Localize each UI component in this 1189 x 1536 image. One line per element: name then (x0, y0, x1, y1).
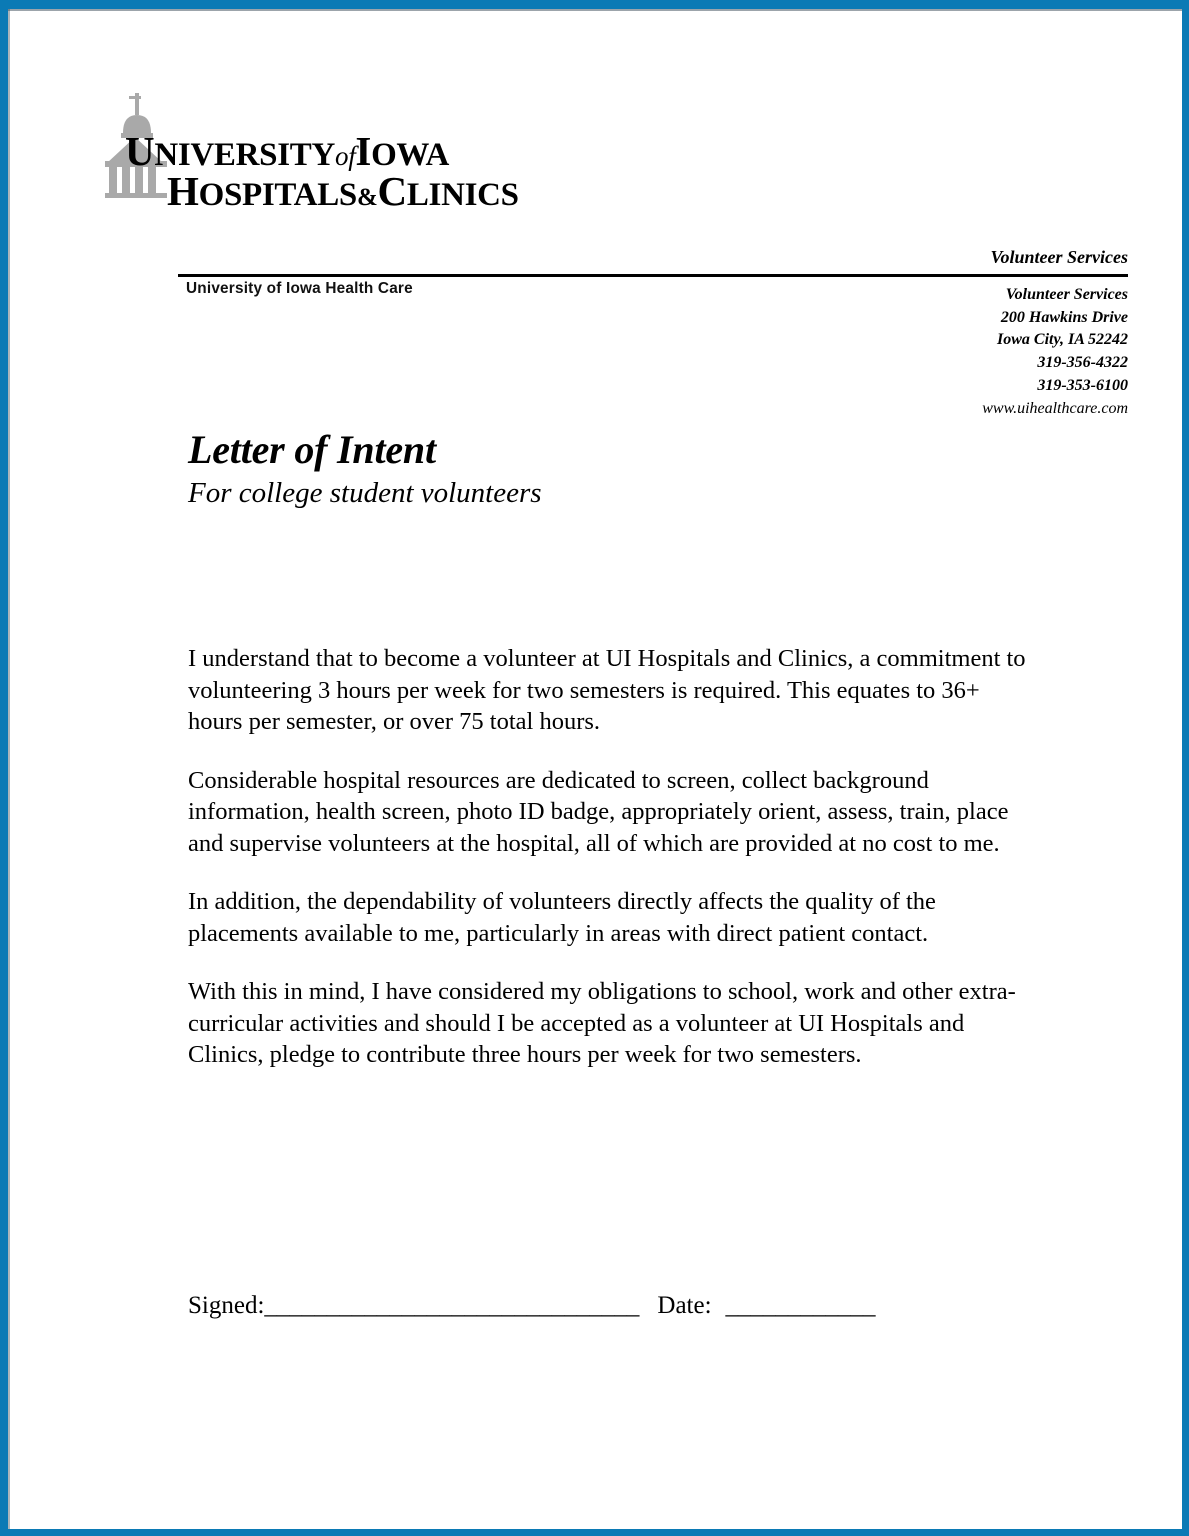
letterhead (10, 81, 1179, 417)
wordmark-owa: OWA (371, 137, 450, 173)
address-line: Volunteer Services (1005, 286, 1128, 303)
wordmark-u: U (125, 128, 155, 174)
wordmark-h: H (167, 168, 199, 215)
address-line: 319-353-6100 (1037, 376, 1128, 394)
wordmark-niversity: NIVERSITY (154, 137, 335, 173)
page-border-right (1182, 0, 1189, 1536)
health-care-tagline: University of Iowa Health Care (186, 280, 413, 297)
address-line: 200 Hawkins Drive (1000, 308, 1128, 326)
signature-block (188, 1292, 876, 1320)
body-paragraph: With this in mind, I have considered my obligations to school, work and other extra-curricular activities and should I be accepted as a volunteer at UI Hospitals and Clinics, pledge to contribute three hours per week for two semesters. (188, 978, 1016, 1068)
paper-sheet (10, 11, 1179, 1529)
signed-label: Signed: (188, 1292, 265, 1319)
contact-address-block (982, 284, 1128, 420)
date-line[interactable]: ____________ (725, 1292, 876, 1319)
page-border-top (0, 0, 1189, 9)
wordmark-linics: LINICS (406, 177, 519, 214)
page-subtitle: For college student volunteers (188, 477, 542, 509)
address-line-website: www.uihealthcare.com (982, 399, 1128, 417)
address-line: Iowa City, IA 52242 (997, 331, 1128, 349)
wordmark-c: C (377, 168, 407, 215)
address-line: 319-356-4322 (1037, 354, 1128, 372)
wordmark-ampersand: & (356, 184, 378, 212)
wordmark-line-2 (125, 168, 519, 215)
signature-line[interactable]: ______________________________ (264, 1292, 640, 1319)
body-paragraph: Considerable hospital resources are dedicated to screen, collect background information, health screen, photo ID badge, appropriately orient, assess, train, place and supervise volunteers at the hospital, all of which are provided at no cost to me. (188, 766, 1009, 857)
wordmark-ospitals: OSPITALS (198, 177, 357, 214)
page-border-bottom (0, 1529, 1189, 1536)
document-body (188, 643, 1036, 1071)
body-paragraph: I understand that to become a volunteer at UI Hospitals and Clinics, a commitment to volunteering 3 hours per week for two semesters is required. This equates to 36+ hours per semester, or over 75 total hours. (188, 645, 1026, 735)
page-title: Letter of Intent (188, 427, 436, 472)
letterhead-divider (178, 274, 1128, 277)
wordmark-of: of (335, 141, 356, 171)
department-title: Volunteer Services (990, 247, 1128, 267)
body-paragraph: In addition, the dependability of volunteers directly affects the quality of the placements available to me, particularly in areas with direct patient contact. (188, 888, 936, 947)
page-border-left (0, 0, 8, 1536)
date-label: Date: (657, 1292, 712, 1319)
wordmark-i: I (355, 128, 372, 174)
institution-wordmark (125, 128, 519, 215)
wordmark-line-1 (125, 128, 519, 174)
